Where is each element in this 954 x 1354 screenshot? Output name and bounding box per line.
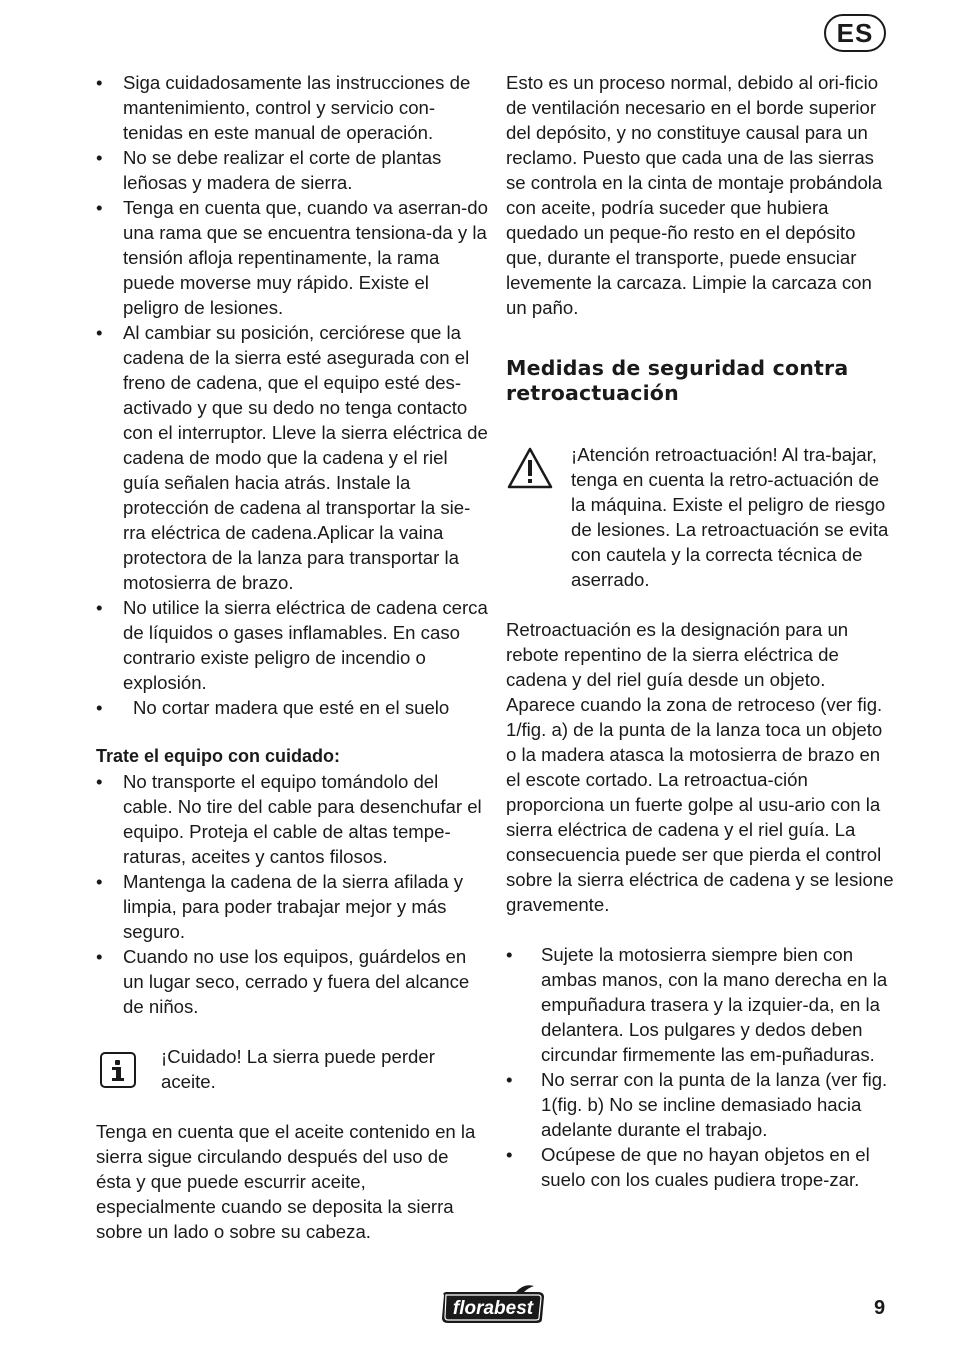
info-note	[96, 1044, 488, 1094]
kickback-list	[506, 942, 896, 1192]
left-column	[96, 70, 488, 1244]
right-column	[506, 70, 896, 1192]
list-item: • Al cambiar su posición, cerciórese que la cadena de la sierra esté asegurada con el freno de cadena, que el equipo esté des-activado y que su dedo no tenga contacto con el interruptor. Lleve la sierra eléctrica de cadena de modo que la cadena y el riel guía señalen hacia atrás. Instale la protección de cadena al transportar la sie-rra eléctrica de cadena.Aplicar la vaina protectora de la lanza para transportar la motosierra de brazo.	[96, 320, 488, 595]
safety-list	[96, 70, 488, 720]
list-item: • No cortar madera que esté en el suelo	[96, 695, 488, 720]
care-list	[96, 769, 488, 1019]
list-item: • No utilice la sierra eléctrica de cadena cerca de líquidos o gases inflamables. En caso contrario existe peligro de incendio o explosión.	[96, 595, 488, 695]
list-item: • Ocúpese de que no hayan objetos en el suelo con los cuales pudiera tropе-zar.	[506, 1142, 896, 1192]
page-number: 9	[874, 1297, 886, 1319]
warning-text: ¡Atención retroactuación! Al tra-bajar, tenga en cuenta la retro-actuación de la máquina. Existe el peligro de riesgo de lesiones. La retroactuación se evita con cautela y la correcta técnica de aserrado.	[571, 444, 889, 590]
list-item: • Siga cuidadosamente las instrucciones de mantenimiento, control y servicio con-tenidas en este manual de operación.	[96, 70, 488, 145]
list-item: • No se debe realizar el corte de plantas leñosas y madera de sierra.	[96, 145, 488, 195]
paragraph: Esto es un proceso normal, debido al ori-ficio de ventilación necesario en el borde superior del depósito, y no constituye causal para un reclamo. Puesto que cada una de las sierras se controla en la cinta de montaje probándola con aceite, podría suceder que hubiera quedado un peque-ño resto en el depósito que, durante el transporte, puede ensuciar levemente la carcaza. Limpie la carcaza con un paño.	[506, 72, 883, 318]
warning-note	[506, 442, 896, 592]
note-text: ¡Cuidado! La sierra puede perder aceite.	[161, 1046, 435, 1092]
paragraph: Retroactuación es la designación para un rebote repentino de la sierra eléctrica de cadena y del riel guía desde un objeto. Aparece cuando la zona de retroceso (ver fig. 1/fig. a) de la punta de la lanza toca un objeto o la madera atasca la motosierra de brazo en el escote cortado. La retroactua-ción proporciona un fuerte golpe al usu-ario con la sierra eléctrica de cadena y el riel guía. La consecuencia puede ser que pierda el control sobre la sierra eléctrica de cadena y se lesione gravemente.	[506, 619, 894, 915]
florabest-logo	[438, 1283, 548, 1327]
language-badge	[824, 14, 886, 52]
subheading: Trate el equipo con cuidado:	[96, 746, 341, 766]
section-heading: Medidas de seguridad contra retroactuación	[506, 356, 849, 405]
list-item: • No transporte el equipo tomándolo del cable. No tire del cable para desenchufar el equipo. Proteja el cable de altas tempe-raturas, aceites y cantos filosos.	[96, 769, 488, 869]
list-item: • Sujete la motosierra siempre bien con ambas manos, con la mano derecha en la empuñadura trasera y la izquier-da, en la delantera. Los pulgares y dedos deben circundar firmemente las em-puñaduras.	[506, 942, 896, 1067]
language-code: ES	[836, 17, 874, 48]
info-icon	[100, 1052, 136, 1088]
brand-text: florabest	[452, 1298, 534, 1319]
list-item: • Cuando no use los equipos, guárdelos en un lugar seco, cerrado y fuera del alcance de niños.	[96, 944, 488, 1019]
paragraph: Tenga en cuenta que el aceite contenido en la sierra sigue circulando después del uso de ésta y que puede escurrir aceite, especialmente cuando se deposita la sierra sobre un lado o sobre su cabeza.	[96, 1121, 476, 1242]
warning-triangle-icon	[506, 446, 554, 490]
list-item: • Mantenga la cadena de la sierra afilada y limpia, para poder trabajar mejor y más seguro.	[96, 869, 488, 944]
list-item: • No serrar con la punta de la lanza (ver fig. 1(fig. b) No se incline demasiado hacia adelante durante el trabajo.	[506, 1067, 896, 1142]
list-item: • Tenga en cuenta que, cuando va aserran-do una rama que se encuentra tensiona-da y la tensión afloja repentinamente, la rama puede moverse muy rápido. Existe el peligro de lesiones.	[96, 195, 488, 320]
